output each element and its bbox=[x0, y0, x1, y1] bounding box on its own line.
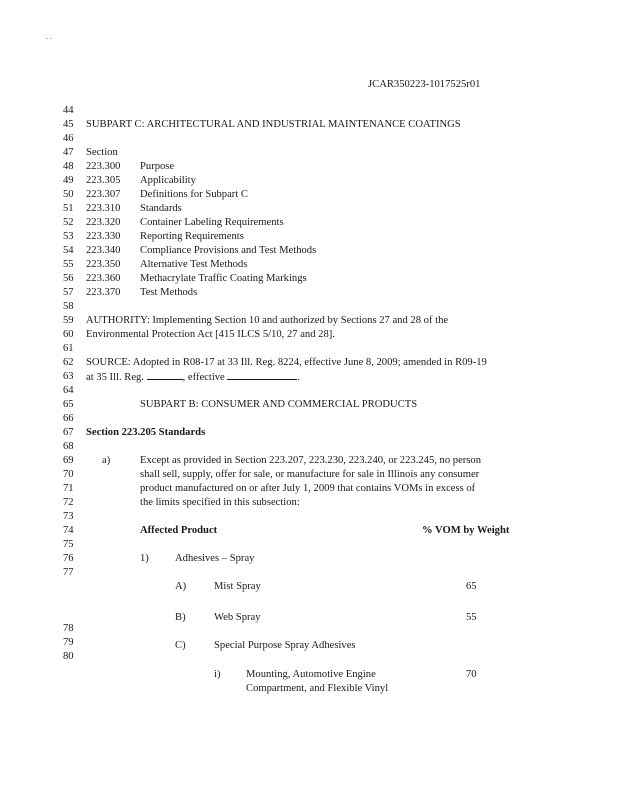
line-number: 79 bbox=[63, 637, 74, 648]
line-number: 48 bbox=[63, 161, 74, 172]
line-number: 77 bbox=[63, 567, 74, 578]
line-number: 78 bbox=[63, 623, 74, 634]
line-number: 67 bbox=[63, 427, 74, 438]
affected-product-header: Affected Product bbox=[140, 525, 218, 536]
section-number: 223.340 bbox=[86, 245, 121, 256]
section-title: Compliance Provisions and Test Methods bbox=[140, 245, 317, 256]
line-number: 50 bbox=[63, 189, 74, 200]
section-number: 223.360 bbox=[86, 273, 121, 284]
item-1-label: Adhesives – Spray bbox=[175, 553, 255, 564]
subpart-c-title: SUBPART C: ARCHITECTURAL AND INDUSTRIAL MAINTENANCE COATINGS bbox=[86, 119, 461, 130]
blank-date bbox=[227, 370, 297, 380]
line-number: 47 bbox=[63, 147, 74, 158]
item-b-value: 55 bbox=[466, 612, 477, 623]
line-number: 46 bbox=[63, 133, 74, 144]
line-number: 74 bbox=[63, 525, 74, 536]
section-number: 223.310 bbox=[86, 203, 121, 214]
section-number: 223.330 bbox=[86, 231, 121, 242]
section-number: 223.300 bbox=[86, 161, 121, 172]
line-number: 65 bbox=[63, 399, 74, 410]
source-line-2-end: . bbox=[297, 372, 301, 383]
section-number: 223.305 bbox=[86, 175, 121, 186]
section-heading: Section 223.205 Standards bbox=[86, 427, 206, 438]
section-number: 223.320 bbox=[86, 217, 121, 228]
authority-line-1: AUTHORITY: Implementing Section 10 and authorized by Sections 27 and 28 of the bbox=[86, 315, 449, 326]
line-number: 71 bbox=[63, 483, 74, 494]
header-dots: . . bbox=[46, 32, 52, 41]
line-number: 80 bbox=[63, 651, 74, 662]
line-number: 53 bbox=[63, 231, 74, 242]
section-title: Test Methods bbox=[140, 287, 198, 298]
section-title: Reporting Requirements bbox=[140, 231, 244, 242]
document-id: JCAR350223-1017525r01 bbox=[368, 79, 481, 90]
section-title: Alternative Test Methods bbox=[140, 259, 248, 270]
section-title: Applicability bbox=[140, 175, 196, 186]
section-title: Purpose bbox=[140, 161, 175, 172]
blank-volume bbox=[147, 370, 183, 380]
paragraph-a-line: the limits specified in this subsection: bbox=[140, 497, 300, 508]
line-number: 72 bbox=[63, 497, 74, 508]
paragraph-a-marker: a) bbox=[102, 455, 111, 466]
line-number: 70 bbox=[63, 469, 74, 480]
line-number: 49 bbox=[63, 175, 74, 186]
line-number: 44 bbox=[63, 105, 74, 116]
source-line-2-start: at 35 Ill. Reg. bbox=[86, 372, 147, 383]
item-ci-line-2: Compartment, and Flexible Vinyl bbox=[246, 683, 389, 694]
section-number: 223.307 bbox=[86, 189, 121, 200]
source-line-2 bbox=[86, 370, 300, 384]
line-number: 57 bbox=[63, 287, 74, 298]
line-number: 52 bbox=[63, 217, 74, 228]
section-number: 223.370 bbox=[86, 287, 121, 298]
section-number: 223.350 bbox=[86, 259, 121, 270]
line-number: 56 bbox=[63, 273, 74, 284]
line-number: 75 bbox=[63, 539, 74, 550]
line-number: 61 bbox=[63, 343, 74, 354]
line-number: 63 bbox=[63, 371, 74, 382]
line-number: 73 bbox=[63, 511, 74, 522]
item-ci-marker: i) bbox=[214, 669, 221, 680]
section-title: Standards bbox=[140, 203, 182, 214]
item-b-label: Web Spray bbox=[214, 612, 261, 623]
line-number: 55 bbox=[63, 259, 74, 270]
line-number: 62 bbox=[63, 357, 74, 368]
source-line-1: SOURCE: Adopted in R08-17 at 33 Ill. Reg. 8224, effective June 8, 2009; amended in R09-19 bbox=[86, 357, 487, 368]
line-number: 68 bbox=[63, 441, 74, 452]
line-number: 51 bbox=[63, 203, 74, 214]
item-c-label: Special Purpose Spray Adhesives bbox=[214, 640, 356, 651]
item-a-marker: A) bbox=[175, 581, 187, 592]
subpart-b-title: SUBPART B: CONSUMER AND COMMERCIAL PRODUCTS bbox=[140, 399, 418, 410]
line-number: 76 bbox=[63, 553, 74, 564]
item-1-marker: 1) bbox=[140, 553, 149, 564]
paragraph-a-line: Except as provided in Section 223.207, 223.230, 223.240, or 223.245, no person bbox=[140, 455, 482, 466]
authority-line-2: Environmental Protection Act [415 ILCS 5/10, 27 and 28]. bbox=[86, 329, 335, 340]
line-number: 60 bbox=[63, 329, 74, 340]
item-a-value: 65 bbox=[466, 581, 477, 592]
section-title: Container Labeling Requirements bbox=[140, 217, 284, 228]
line-number: 58 bbox=[63, 301, 74, 312]
vom-by-weight-header: % VOM by Weight bbox=[422, 525, 510, 536]
line-number: 69 bbox=[63, 455, 74, 466]
section-title: Methacrylate Traffic Coating Markings bbox=[140, 273, 307, 284]
line-number: 45 bbox=[63, 119, 74, 130]
item-ci-value: 70 bbox=[466, 669, 477, 680]
source-line-2-mid: , effective bbox=[182, 372, 228, 383]
line-number: 59 bbox=[63, 315, 74, 326]
line-number: 64 bbox=[63, 385, 74, 396]
item-a-label: Mist Spray bbox=[214, 581, 261, 592]
line-number: 54 bbox=[63, 245, 74, 256]
paragraph-a-line: product manufactured on or after July 1, 2009 that contains VOMs in excess of bbox=[140, 483, 476, 494]
item-c-marker: C) bbox=[175, 640, 186, 651]
section-title: Definitions for Subpart C bbox=[140, 189, 248, 200]
item-b-marker: B) bbox=[175, 612, 186, 623]
line-number: 66 bbox=[63, 413, 74, 424]
item-ci-line-1: Mounting, Automotive Engine bbox=[246, 669, 376, 680]
section-label: Section bbox=[86, 147, 118, 158]
paragraph-a-line: shall sell, supply, offer for sale, or manufacture for sale in Illinois any consumer bbox=[140, 469, 480, 480]
